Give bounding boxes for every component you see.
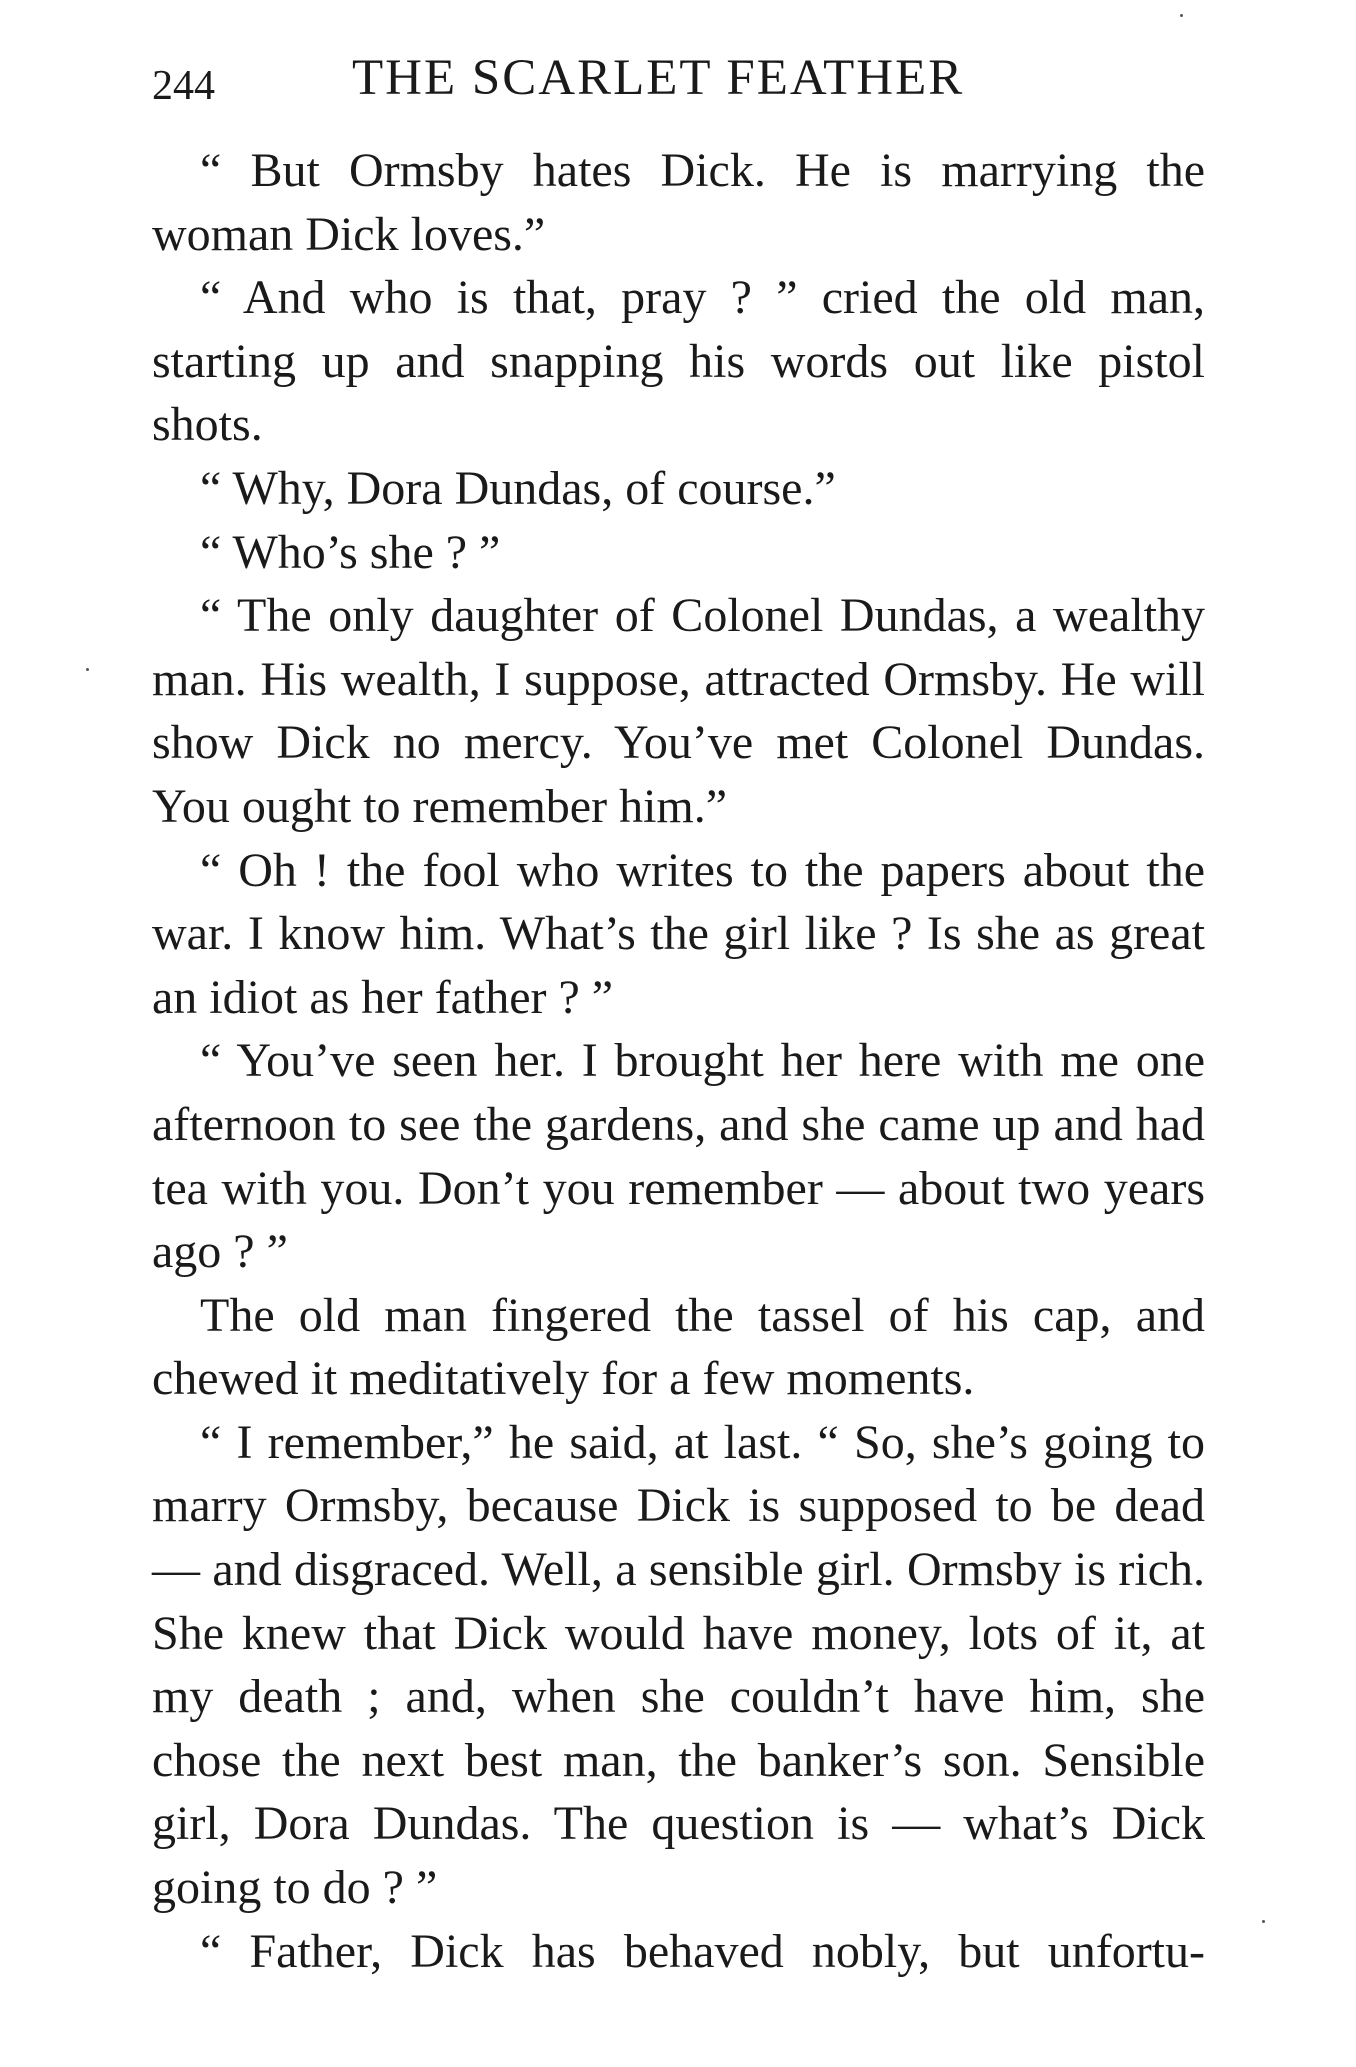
paragraph: “ Who’s she ? ” bbox=[200, 525, 501, 579]
paragraph: “ But Ormsby hates Dick. He is marrying the woman Dick loves.” bbox=[152, 144, 1205, 261]
paragraph: “ Oh ! the fool who writes to the papers about the war. I know him. What’s the girl like ? Is she as great an idiot as her father ? ” bbox=[152, 843, 1205, 1024]
paragraph: “ And who is that, pray ? ” cried the old man, starting up and snapping his words out like pistol shots. bbox=[152, 271, 1205, 452]
page-header bbox=[152, 48, 1212, 108]
body-text bbox=[152, 139, 1205, 1983]
paragraph: The old man fingered the tassel of his cap, and chewed it meditatively for a few moments. bbox=[152, 1288, 1205, 1406]
running-title: THE SCARLET FEATHER bbox=[352, 50, 965, 106]
scan-speck bbox=[86, 668, 89, 671]
scan-speck bbox=[1262, 1920, 1265, 1923]
paragraph: “ Father, Dick has behaved nobly, but unfortu- bbox=[200, 1924, 1205, 1978]
scan-speck bbox=[1180, 14, 1183, 17]
page-number: 244 bbox=[152, 63, 215, 109]
paragraph: “ You’ve seen her. I brought her here with me one afternoon to see the gardens, and she came up and had tea with you. Don’t you remember — about two years ago ? ” bbox=[152, 1034, 1205, 1279]
paragraph: “ The only daughter of Colonel Dundas, a wealthy man. His wealth, I suppose, attracted Ormsby. He will show Dick no mercy. You’ve met Colonel Dundas. You ought to remember him.” bbox=[152, 589, 1205, 833]
paragraph: “ Why, Dora Dundas, of course.” bbox=[200, 461, 836, 515]
paragraph: “ I remember,” he said, at last. “ So, she’s going to marry Ormsby, because Dick is supposed to be dead — and disgraced. Well, a sensible girl. Ormsby is rich. She knew that Dick would have money, lots of it, at my death ; and, when she couldn’t have him, she chose the next best man, the banker’s son. Sensible girl, Dora Dundas. The question is — what’s Dick going to do ? ” bbox=[152, 1415, 1205, 1915]
